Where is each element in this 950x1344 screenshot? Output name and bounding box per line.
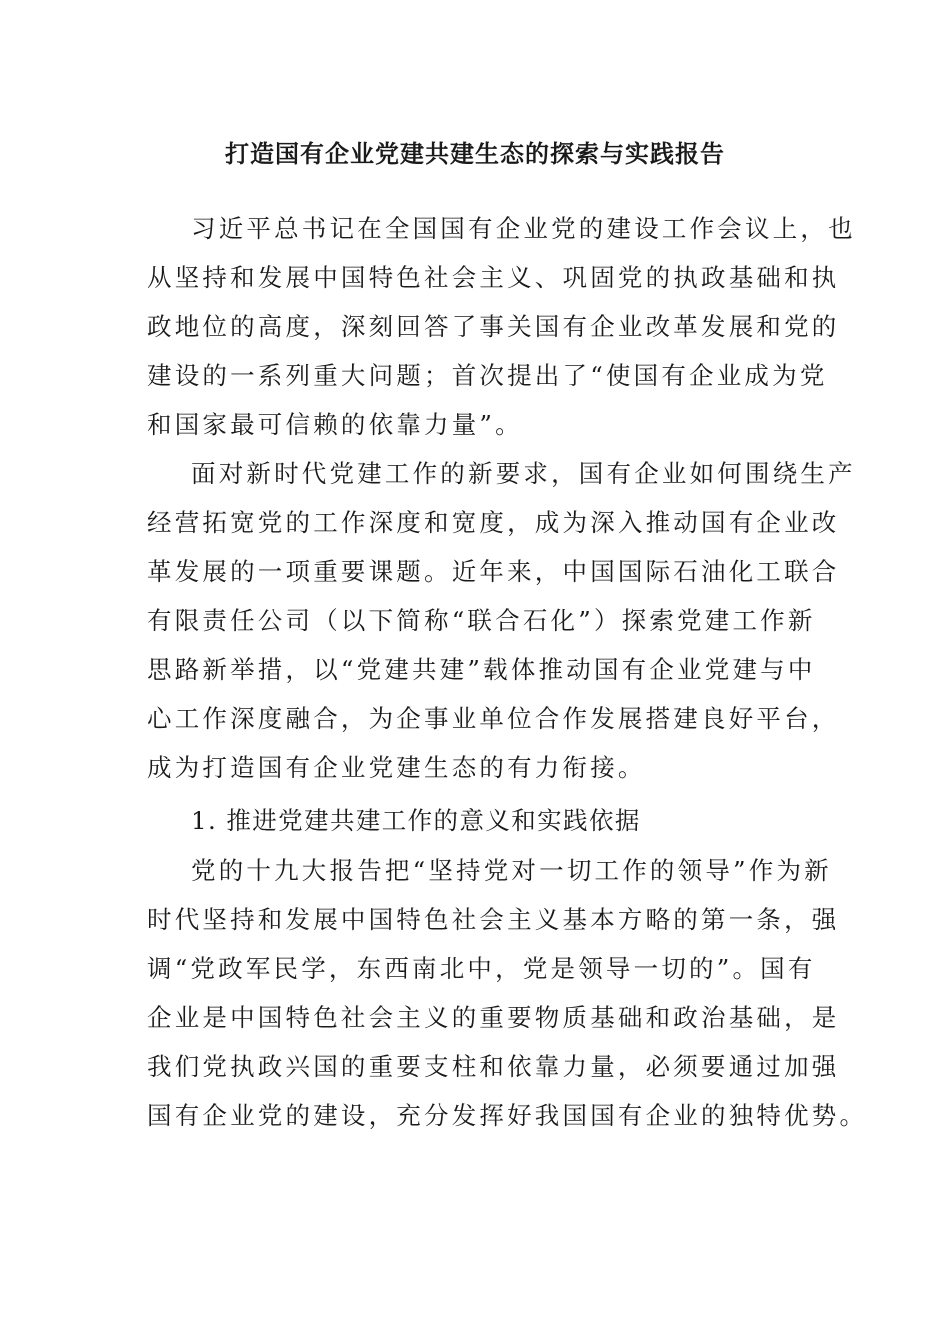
paragraph-line: 建设的一系列重大问题；首次提出了“使国有企业成为党 (147, 361, 828, 390)
paragraph-line: 和国家最可信赖的依靠力量”。 (147, 410, 523, 439)
paragraph-line: 有限责任公司（以下简称“联合石化”）探索党建工作新 (147, 606, 816, 635)
paragraph-line: 政地位的高度，深刻回答了事关国有企业改革发展和党的 (147, 312, 840, 341)
paragraph-line: 企业是中国特色社会主义的重要物质基础和政治基础，是 (147, 1003, 840, 1032)
paragraph-line: 革发展的一项重要课题。近年来，中国国际石油化工联合 (147, 557, 840, 586)
section-heading: 1. 推进党建共建工作的意义和实践依据 (191, 806, 641, 835)
document-title: 打造国有企业党建共建生态的探索与实践报告 (225, 139, 725, 168)
paragraph-line: 时代坚持和发展中国特色社会主义基本方略的第一条，强 (147, 905, 840, 934)
paragraph-line: 成为打造国有企业党建生态的有力衔接。 (147, 753, 646, 782)
paragraph-line: 心工作深度融合，为企事业单位合作发展搭建良好平台， (147, 704, 840, 733)
paragraph-line: 我们党执政兴国的重要支柱和依靠力量，必须要通过加强 (147, 1052, 840, 1081)
paragraph-line: 面对新时代党建工作的新要求，国有企业如何围绕生产 (191, 459, 856, 488)
paragraph-line: 国有企业党的建设，充分发挥好我国国有企业的独特优势。 (147, 1101, 868, 1130)
paragraph-line: 经营拓宽党的工作深度和宽度，成为深入推动国有企业改 (147, 508, 840, 537)
paragraph-line: 习近平总书记在全国国有企业党的建设工作会议上，也 (191, 214, 856, 243)
paragraph-line: 从坚持和发展中国特色社会主义、巩固党的执政基础和执 (147, 263, 840, 292)
paragraph-line: 思路新举措，以“党建共建”载体推动国有企业党建与中 (147, 655, 816, 684)
paragraph-line: 党的十九大报告把“坚持党对一切工作的领导”作为新 (191, 856, 832, 885)
paragraph-line: 调“党政军民学，东西南北中，党是领导一切的”。国有 (147, 954, 816, 983)
